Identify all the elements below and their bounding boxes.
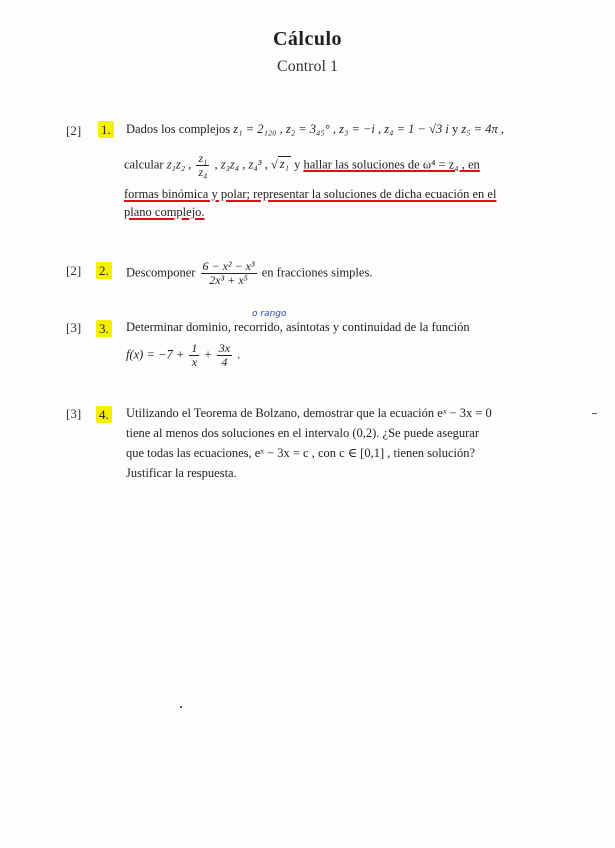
z2-value: z₂ = 3₄₅° , — [285, 122, 336, 136]
conjunction-y-2: y — [294, 157, 301, 172]
handwritten-annotation: o rango — [252, 309, 287, 319]
quotient-numerator: z₁ — [198, 151, 208, 165]
z4-value: z₄ = 1 − √3 i — [384, 122, 449, 136]
problem-2-number: 2. — [96, 262, 112, 279]
problem-4-line-4: Justificar la respuesta. — [126, 466, 237, 480]
scan-mark — [592, 413, 597, 414]
problem-3-line-1: Determinar dominio, recorrido, asíntotas y continuidad de la función — [126, 320, 470, 334]
plus-sign: + — [204, 347, 212, 362]
page-title: Cálculo — [272, 28, 343, 50]
calc-quotient — [196, 152, 209, 179]
problem-2-points: [2] — [66, 263, 82, 278]
problem-3-points: [3] — [66, 320, 82, 335]
problem-3-number: 3. — [96, 320, 112, 337]
problem-2-line — [126, 260, 372, 287]
quotient-denominator: z₄ — [198, 165, 208, 179]
problem-2-rest: en fracciones simples. — [261, 265, 373, 280]
function-lhs: f(x) = −7 + — [126, 347, 185, 362]
rational-denominator: 2x³ + x⁵ — [209, 273, 248, 287]
term-1-numerator: 1 — [191, 341, 198, 355]
function-term-2 — [217, 342, 232, 369]
term-2-numerator: 3x — [218, 341, 231, 355]
problem-1-line-2 — [124, 152, 480, 179]
rational-numerator: 6 − x² − x³ — [202, 259, 255, 273]
problem-4-line-3: que todas las ecuaciones, eˣ − 3x = c , con c ∈ [0,1] , tienen solución? — [126, 446, 476, 460]
highlight-line-3: plano complejo. — [124, 205, 205, 219]
term-1-denominator: x — [191, 355, 198, 369]
problem-1-line-1 — [126, 119, 504, 139]
sqrt-argument: z₁ — [279, 157, 289, 172]
z3-value: z₃ = −i , — [339, 122, 382, 136]
problem-3-function — [126, 342, 240, 369]
highlight-line-1: hallar las soluciones de ω⁴ = z₄ , en — [303, 157, 480, 172]
problem-2-intro: Descomponer — [126, 265, 196, 280]
conjunction-y: y — [451, 122, 459, 136]
z5-value: z₅ = 4π , — [461, 122, 504, 136]
scan-dot — [180, 706, 182, 708]
problem-1-number: 1. — [98, 121, 114, 138]
term-2-denominator: 4 — [221, 355, 228, 369]
problem-4-number: 4. — [96, 406, 112, 423]
problem-4-line-1: Utilizando el Teorema de Bolzano, demostrar que la ecuación eˣ − 3x = 0 — [126, 406, 492, 420]
problem-1-calc-intro: calcular — [124, 157, 164, 172]
rational-function — [201, 260, 257, 287]
calc-product: z₁z₂ , — [166, 157, 192, 172]
calc-sqrt: √ z₁ — [270, 157, 289, 172]
problem-4-points: [3] — [66, 406, 82, 421]
page-subtitle: Control 1 — [277, 58, 338, 75]
problem-1-intro: Dados los complejos — [126, 122, 231, 136]
function-end: . — [237, 347, 241, 362]
problem-1-points: [2] — [66, 123, 82, 138]
function-term-1 — [189, 342, 199, 369]
problem-4-line-2: tiene al menos dos soluciones en el intervalo (0,2). ¿Se puede asegurar — [126, 426, 480, 440]
calc-more: , z₃z₄ , z₄³ , — [214, 157, 268, 172]
highlight-line-2: formas binómica y polar; representar la soluciones de dicha ecuación en el — [124, 187, 497, 201]
z1-value: z₁ = 2₁₂₀ , — [233, 122, 283, 136]
